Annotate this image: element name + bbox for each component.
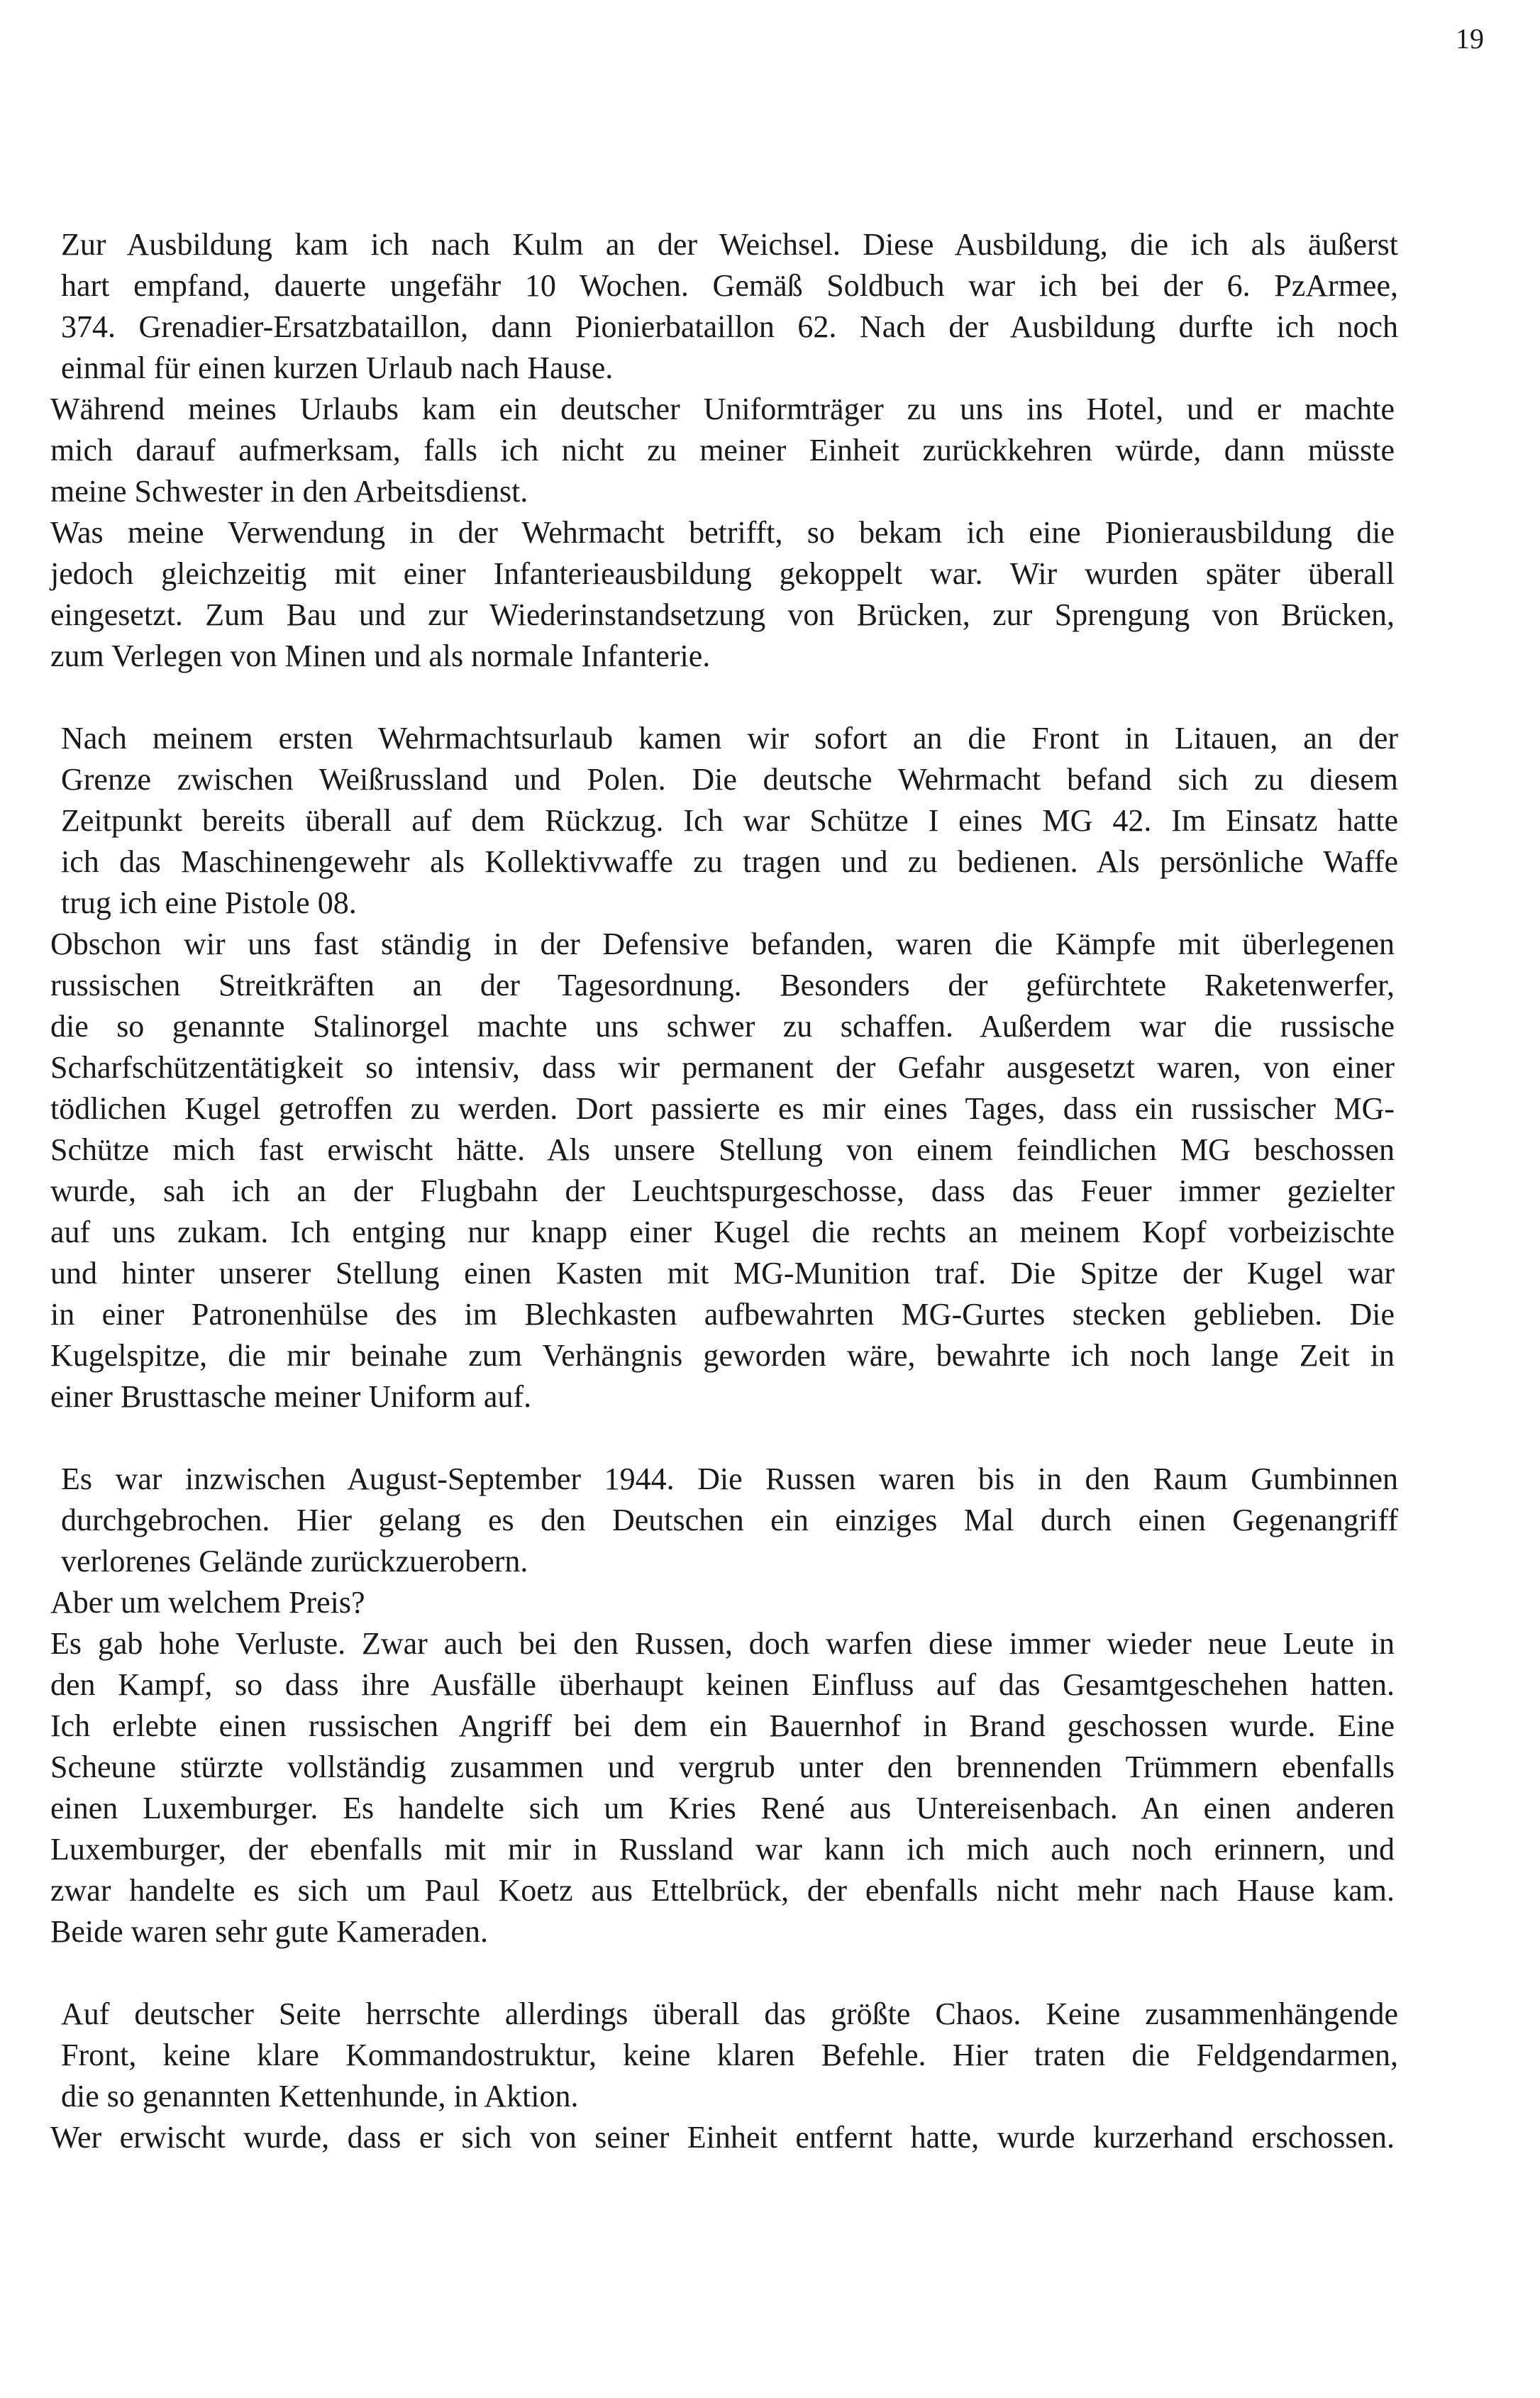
text-line: jedoch gleichzeitig mit einer Infanterieausbildung gekoppelt war. Wir wurden später überall bbox=[50, 556, 1395, 591]
paragraph-spacer bbox=[0, 677, 1540, 718]
text-line: eingesetzt. Zum Bau und zur Wiederinstandsetzung von Brücken, zur Sprengung von Brücken, bbox=[50, 597, 1395, 632]
paragraph bbox=[50, 924, 1395, 1418]
text-line: zum Verlegen von Minen und als normale Infanterie. bbox=[50, 639, 711, 673]
paragraph bbox=[61, 718, 1398, 924]
text-line: ich das Maschinengewehr als Kollektivwaffe zu tragen und zu bedienen. Als persönliche Waffe bbox=[61, 844, 1398, 879]
text-line: Obschon wir uns fast ständig in der Defensive befanden, waren die Kämpfe mit überlegenen bbox=[50, 927, 1395, 961]
text-line: Wer erwischt wurde, dass er sich von seiner Einheit entfernt hatte, wurde kurzerhand erschossen. bbox=[50, 2120, 1395, 2155]
text-line: auf uns zukam. Ich entging nur knapp einer Kugel die rechts an meinem Kopf vorbeizischte bbox=[50, 1215, 1395, 1249]
text-line: durchgebrochen. Hier gelang es den Deutschen ein einziges Mal durch einen Gegenangriff bbox=[61, 1503, 1398, 1537]
paragraph bbox=[61, 1459, 1398, 1582]
page-number: 19 bbox=[1456, 23, 1484, 55]
text-line: Während meines Urlaubs kam ein deutscher Uniformträger zu uns ins Hotel, und er machte bbox=[50, 392, 1395, 426]
text-line: einmal für einen kurzen Urlaub nach Hause. bbox=[61, 350, 614, 385]
paragraph-spacer bbox=[0, 1952, 1540, 1994]
text-line: Luxemburger, der ebenfalls mit mir in Russland war kann ich mich auch noch erinnern, und bbox=[50, 1832, 1395, 1867]
text-line: Ich erlebte einen russischen Angriff bei dem ein Bauernhof in Brand geschossen wurde. Eine bbox=[50, 1708, 1395, 1743]
text-line: Aber um welchem Preis? bbox=[50, 1585, 365, 1620]
text-line: Nach meinem ersten Wehrmachtsurlaub kamen wir sofort an die Front in Litauen, an der bbox=[61, 721, 1398, 756]
paragraph bbox=[50, 2117, 1395, 2158]
text-line: tödlichen Kugel getroffen zu werden. Dort passierte es mir eines Tages, dass ein russischer MG- bbox=[50, 1091, 1395, 1126]
paragraph bbox=[50, 512, 1395, 677]
text-line: Es gab hohe Verluste. Zwar auch bei den Russen, doch warfen diese immer wieder neue Leute in bbox=[50, 1626, 1395, 1661]
text-line: einen Luxemburger. Es handelte sich um Kries René aus Untereisenbach. An einen anderen bbox=[50, 1791, 1395, 1825]
text-line: in einer Patronenhülse des im Blechkasten aufbewahrten MG-Gurtes stecken geblieben. Die bbox=[50, 1297, 1395, 1332]
paragraph-spacer bbox=[0, 1418, 1540, 1459]
text-line: verlorenes Gelände zurückzuerobern. bbox=[61, 1544, 528, 1579]
text-line: den Kampf, so dass ihre Ausfälle überhaupt keinen Einfluss auf das Gesamtgeschehen hatten. bbox=[50, 1667, 1395, 1702]
paragraph bbox=[50, 389, 1395, 512]
text-line: Scheune stürzte vollständig zusammen und vergrub unter den brennenden Trümmern ebenfalls bbox=[50, 1750, 1395, 1784]
paragraph bbox=[50, 1582, 1395, 1623]
text-line: 374. Grenadier-Ersatzbataillon, dann Pionierbataillon 62. Nach der Ausbildung durfte ich noch bbox=[61, 309, 1398, 344]
paragraph bbox=[50, 1623, 1395, 1952]
paragraph bbox=[61, 1994, 1398, 2117]
text-line: die so genannte Stalinorgel machte uns schwer zu schaffen. Außerdem war die russische bbox=[50, 1009, 1395, 1044]
text-line: hart empfand, dauerte ungefähr 10 Wochen. Gemäß Soldbuch war ich bei der 6. PzArmee, bbox=[61, 268, 1398, 303]
text-line: Grenze zwischen Weißrussland und Polen. Die deutsche Wehrmacht befand sich zu diesem bbox=[61, 762, 1398, 797]
text-line: Zeitpunkt bereits überall auf dem Rückzug. Ich war Schütze I eines MG 42. Im Einsatz hatte bbox=[61, 803, 1398, 838]
text-line: Zur Ausbildung kam ich nach Kulm an der Weichsel. Diese Ausbildung, die ich als äußerst bbox=[61, 227, 1398, 262]
text-line: und hinter unserer Stellung einen Kasten mit MG-Munition traf. Die Spitze der Kugel war bbox=[50, 1256, 1395, 1291]
text-line: Scharfschützentätigkeit so intensiv, dass wir permanent der Gefahr ausgesetzt waren, von einer bbox=[50, 1050, 1395, 1085]
text-line: mich darauf aufmerksam, falls ich nicht zu meiner Einheit zurückkehren würde, dann müsste bbox=[50, 433, 1395, 468]
paragraph bbox=[61, 224, 1398, 389]
text-line: trug ich eine Pistole 08. bbox=[61, 885, 357, 920]
text-line: Schütze mich fast erwischt hätte. Als unsere Stellung von einem feindlichen MG beschossen bbox=[50, 1132, 1395, 1167]
text-line: einer Brusttasche meiner Uniform auf. bbox=[50, 1379, 532, 1414]
text-line: Front, keine klare Kommandostruktur, keine klaren Befehle. Hier traten die Feldgendarmen, bbox=[61, 2038, 1398, 2072]
text-line: Es war inzwischen August-September 1944. Die Russen waren bis in den Raum Gumbinnen bbox=[61, 1462, 1398, 1496]
body-text bbox=[0, 224, 1540, 2158]
text-line: die so genannten Kettenhunde, in Aktion. bbox=[61, 2079, 579, 2114]
text-line: Was meine Verwendung in der Wehrmacht betrifft, so bekam ich eine Pionierausbildung die bbox=[50, 515, 1395, 550]
text-line: Kugelspitze, die mir beinahe zum Verhängnis geworden wäre, bewahrte ich noch lange Zeit in bbox=[50, 1338, 1395, 1373]
text-line: wurde, sah ich an der Flugbahn der Leuchtspurgeschosse, dass das Feuer immer gezielter bbox=[50, 1173, 1395, 1208]
text-line: zwar handelte es sich um Paul Koetz aus Ettelbrück, der ebenfalls nicht mehr nach Hause kam. bbox=[50, 1873, 1395, 1908]
text-line: Beide waren sehr gute Kameraden. bbox=[50, 1914, 488, 1949]
text-line: russischen Streitkräften an der Tagesordnung. Besonders der gefürchtete Raketenwerfer, bbox=[50, 968, 1395, 1002]
text-line: Auf deutscher Seite herrschte allerdings überall das größte Chaos. Keine zusammenhängende bbox=[61, 1996, 1398, 2031]
text-line: meine Schwester in den Arbeitsdienst. bbox=[50, 474, 528, 509]
